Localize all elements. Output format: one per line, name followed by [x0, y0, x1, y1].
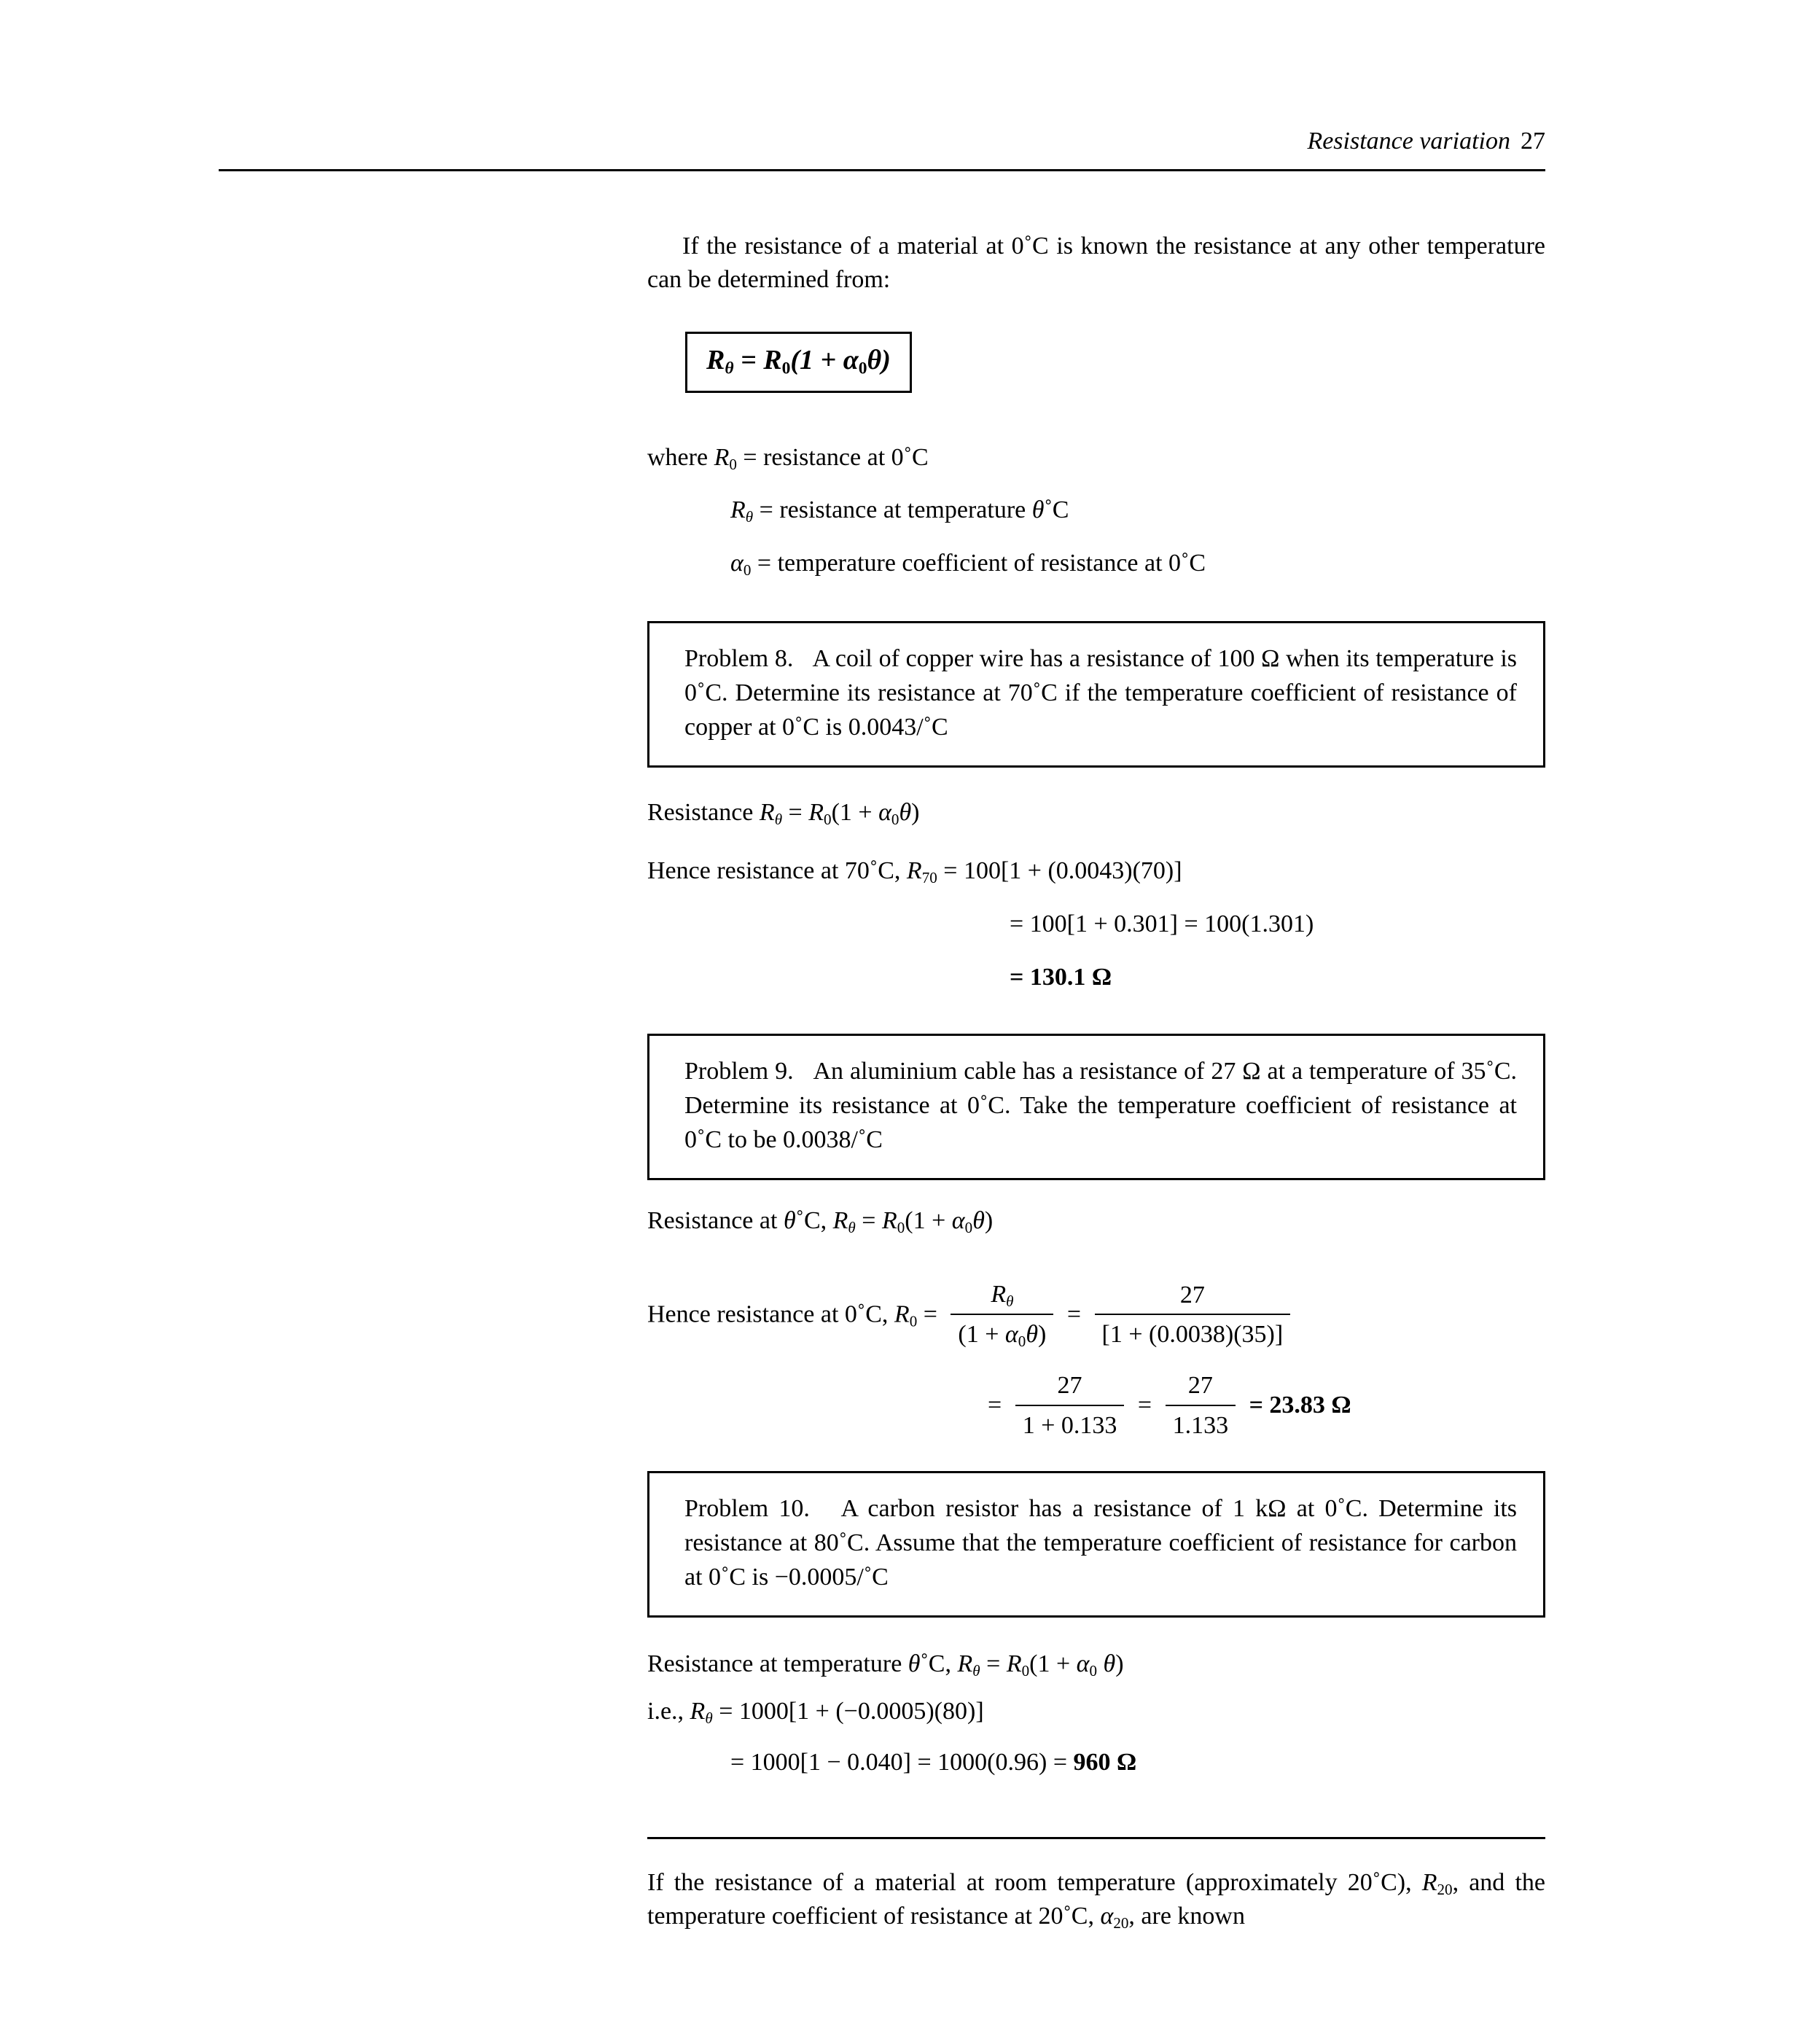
definition-r0: where $R_0$ = resistance at 0˚C — [647, 444, 929, 473]
solution10-line3 — [730, 1746, 1136, 1779]
solution9-answer: = 23.83 Ω — [1249, 1391, 1351, 1419]
problem-text-9: An aluminium cable has a resistance of 27 Ω at a temperature of 35˚C. Determine its resistance at 0˚C. Take the temperature coefficient of resistance at 0˚C to be 0.0038/˚C — [684, 1058, 1518, 1153]
fraction-27-over-1-133sum: $\frac{27}{1 + 0.133}$ — [1015, 1369, 1125, 1442]
header-rule — [219, 169, 1545, 171]
problem-label-9: Problem 9. — [684, 1058, 794, 1085]
header-page-number: 27 — [1521, 128, 1545, 155]
solution10-line3-expr: = 1000[1 − 0.040] = 1000(0.96) = — [730, 1749, 1074, 1776]
fraction-rtheta-over-one-plus: $\frac{R_\theta}{(1 + \alpha_0\theta)}$ — [951, 1278, 1053, 1351]
fraction-27-over-bracket: $\frac{27}{[1 + (0.0038)(35)]}$ — [1095, 1279, 1291, 1351]
problem-box-8 — [647, 621, 1545, 768]
problem-text-8: A coil of copper wire has a resistance of 100 Ω when its temperature is 0˚C. Determine its resistance at 70˚C if the temperature coefficient of resistance of copper at 0˚C is 0.0043/˚C — [684, 645, 1517, 741]
problem-label-8: Problem 8. — [684, 645, 794, 672]
solution10-line1: Resistance at temperature θ˚C, $R_\theta = R_0(1 + \alpha_0$ θ) — [647, 1650, 1124, 1680]
definition-alpha0: $\alpha_0$ = temperature coefficient of resistance at 0˚C — [730, 550, 1206, 579]
header-title: Resistance variation — [1307, 128, 1510, 155]
section-divider — [647, 1837, 1545, 1839]
problem-text-10: A carbon resistor has a resistance of 1 kΩ at 0˚C. Determine its resistance at 80˚C. Assume that the temperature coefficient of resistance for carbon at 0˚C is −0.0005/˚C — [684, 1495, 1517, 1591]
fraction-27-over-1-133: $\frac{27}{1.133}$ — [1166, 1369, 1236, 1442]
problem-box-10 — [647, 1471, 1545, 1618]
solution10-line2: i.e., $R_\theta = 1000[1 + (-0.0005)(80)]$ — [647, 1698, 984, 1727]
running-header — [219, 128, 1545, 155]
formula-expression: $R_\theta = R_0(1 + \alpha_0\theta)$ — [706, 345, 891, 378]
solution8-line2: Hence resistance at 70˚C, $R_{70} = 100[1 + (0.0043)(70)]$ — [647, 857, 1182, 886]
solution8-answer: = 130.1 Ω — [1010, 964, 1112, 991]
solution9-line1: Resistance at θ˚C, $R_\theta = R_0(1 + \alpha_0\theta)$ — [647, 1207, 994, 1236]
problem-box-9 — [647, 1034, 1545, 1180]
definition-rtheta: $R_\theta$ = resistance at temperature θ˚C — [730, 496, 1069, 526]
solution8-line3: = 100[1 + 0.301] = 100(1.301) — [1010, 910, 1314, 937]
solution9-line3: = $\frac{27}{1 + 0.133}$ = $\frac{27}{1.133}$ = 23.83 Ω — [988, 1370, 1351, 1443]
boxed-formula — [685, 332, 912, 393]
intro-paragraph: If the resistance of a material at 0˚C is known the resistance at any other temperature can be determined from: — [647, 233, 1545, 293]
problem-label-10: Problem 10. — [684, 1495, 810, 1522]
solution10-answer: 960 Ω — [1073, 1749, 1137, 1776]
solution9-line2: Hence resistance at 0˚C, $R_0$ = $\frac{R_\theta}{(1 + \alpha_0\theta)}$ = $\frac{27}{[1 + (0.0038)(35)]}$ — [647, 1279, 1297, 1353]
footer-paragraph: If the resistance of a material at room temperature (approximately 20˚C), $R_{20}$, and the temperature coefficient of resistance at 20˚C, $\alpha_{20}$, are known — [647, 1869, 1545, 1932]
solution8-line1: Resistance $R_\theta = R_0(1 + \alpha_0\theta)$ — [647, 799, 920, 828]
